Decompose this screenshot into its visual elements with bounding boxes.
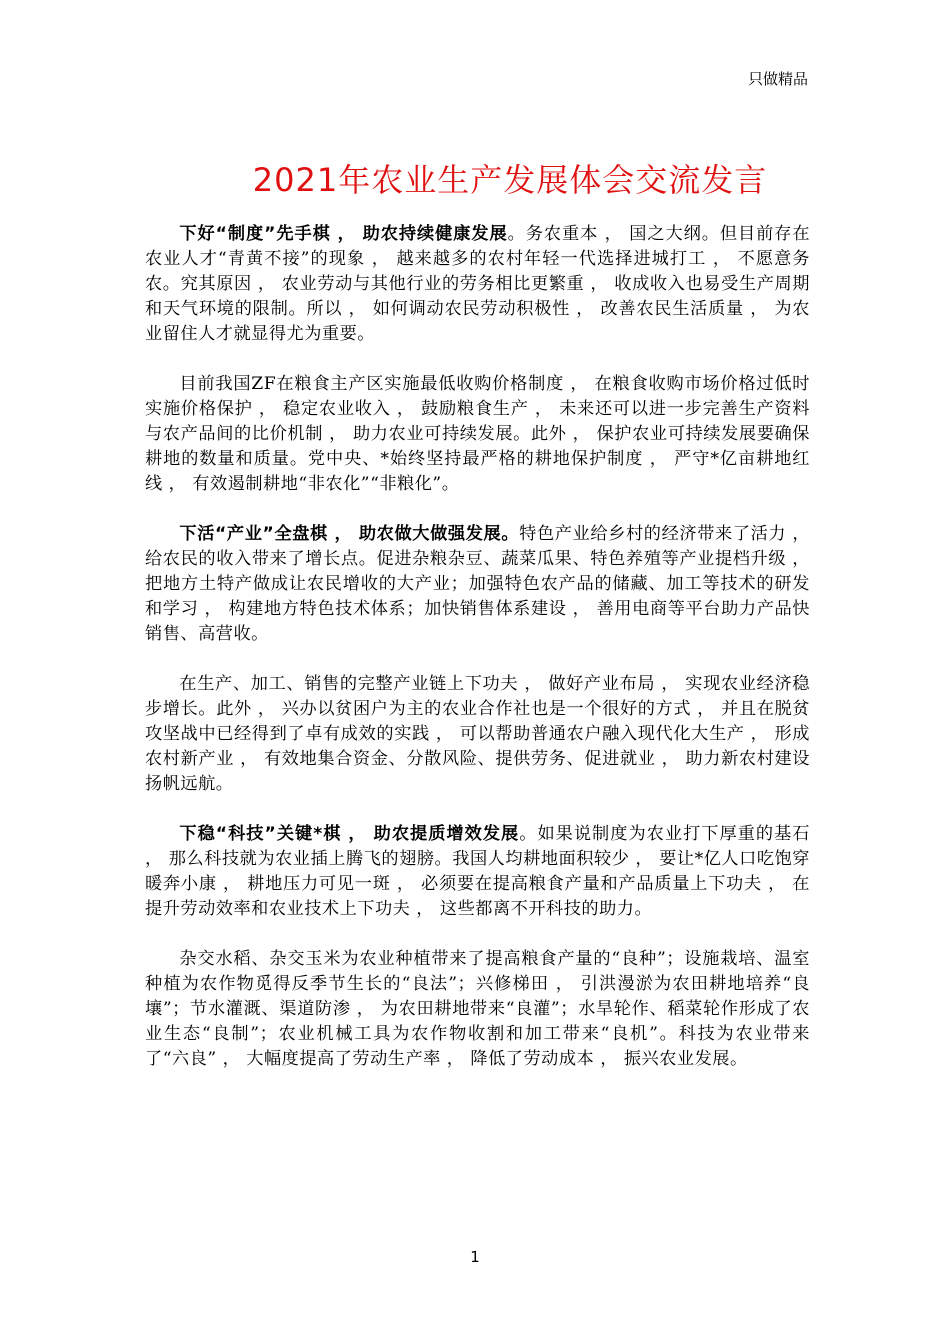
paragraph	[145, 672, 810, 797]
paragraph	[145, 222, 810, 347]
document-title: 2021年农业生产发展体会交流发言	[252, 161, 768, 199]
paragraph-lead: 下稳“科技”关键*棋 ， 助农提质增效发展	[179, 824, 520, 844]
page-number: 1	[470, 1248, 480, 1266]
paragraph-lead: 下活“产业”全盘棋 ， 助农做大做强发展。	[179, 524, 520, 544]
paragraph-text: 杂交水稻、杂交玉米为农业种植带来了提高粮食产量的“良种”；设施栽培、温室种植为农作物觅得反季节生长的“良法”；兴修梯田 ， 引洪漫淤为农田耕地培养“良壤”；节水灌溉、渠道防渗 ， 为农田耕地带来“良灌”；水旱轮作、稻菜轮作形成了农业生态“良制”；农业机械工具为农作物收割和加工带来“良机”。科技为农业带来了“六良” ， 大幅度提高了劳动生产率 ， 降低了劳动成本 ， 振兴农业发展。	[145, 949, 810, 1069]
paragraph-text: 。如果说制度为农业打下厚重的基石 ， 那么科技就为农业插上腾飞的翅膀。我国人均耕地面积较少 ， 要让*亿人口吃饱穿暖奔小康 ， 耕地压力可见一斑 ， 必须要在提高粮食产量和产品质量上下功夫 ， 在提升劳动效率和农业技术上下功夫 ， 这些都离不开科技的助力。	[145, 824, 810, 919]
paragraph-lead: 下好“制度”先手棋 ， 助农持续健康发展	[179, 224, 508, 244]
paragraph	[145, 372, 810, 497]
paragraph-text: 在生产、加工、销售的完整产业链上下功夫 ， 做好产业布局 ， 实现农业经济稳步增长。此外 ， 兴办以贫困户为主的农业合作社也是一个很好的方式 ， 并且在脱贫攻坚战中已经得到了卓有成效的实践 ， 可以帮助普通农户融入现代化大生产 ， 形成农村新产业 ， 有效地集合资金、分散风险、提供劳务、促进就业 ， 助力新农村建设扬帆远航。	[145, 674, 810, 794]
paragraph	[145, 522, 810, 647]
paragraph-text: 特色产业给乡村的经济带来了活力 ， 给农民的收入带来了增长点。促进杂粮杂豆、蔬菜瓜果、特色养殖等产业提档升级 ， 把地方土特产做成让农民增收的大产业；加强特色农产品的储藏、加工等技术的研发和学习 ， 构建地方特色技术体系；加快销售体系建设 ， 善用电商等平台助力产品快销售、高营收。	[145, 524, 811, 644]
paragraph-text: 目前我国ZF在粮食主产区实施最低收购价格制度 ， 在粮食收购市场价格过低时实施价格保护 ， 稳定农业收入 ， 鼓励粮食生产 ， 未来还可以进一步完善生产资料与农产品间的比价机制 ， 助力农业可持续发展。此外 ， 保护农业可持续发展要确保耕地的数量和质量。党中央、*始终坚持最严格的耕地保护制度 ， 严守*亿亩耕地红线 ， 有效遏制耕地“非农化”“非粮化”。	[145, 374, 810, 494]
header-note: 只做精品	[747, 70, 808, 88]
paragraph	[145, 947, 810, 1072]
document-body	[145, 222, 810, 1097]
paragraph-text: 。务农重本 ， 国之大纲。但目前存在农业人才“青黄不接”的现象 ， 越来越多的农村年轻一代选择进城打工 ， 不愿意务农。究其原因 ， 农业劳动与其他行业的劳务相比更繁重 ， 收成收入也易受生产周期和天气环境的限制。所以 ， 如何调动农民劳动积极性 ， 改善农民生活质量 ， 为农业留住人才就显得尤为重要。	[145, 224, 811, 344]
paragraph	[145, 822, 810, 922]
